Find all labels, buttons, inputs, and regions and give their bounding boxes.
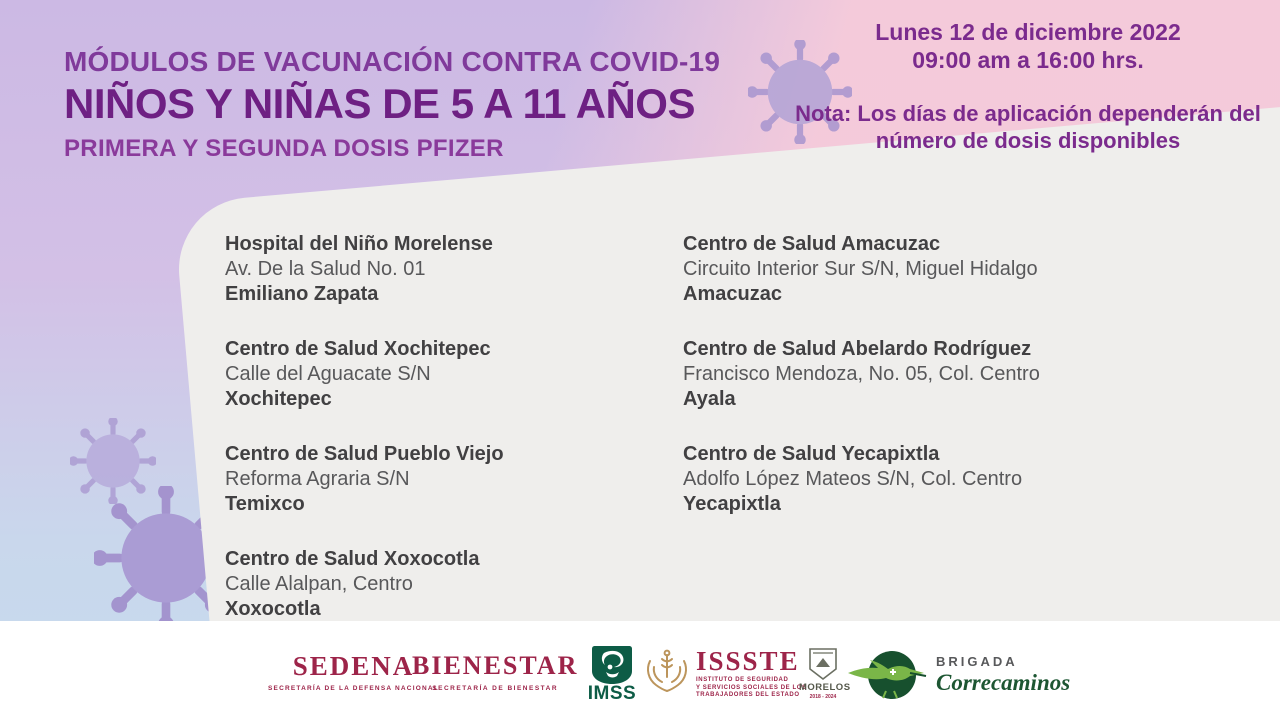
imss-eagle-icon [591, 645, 633, 685]
morelos-shield-icon [808, 647, 838, 681]
issste-logo [642, 647, 807, 700]
location-item [683, 337, 1040, 412]
issste-tagline [696, 677, 807, 700]
location-name: Centro de Salud Pueblo Viejo [225, 443, 504, 465]
bienestar-logo [412, 651, 578, 692]
page-title: MÓDULOS DE VACUNACIÓN CONTRA COVID-19 [64, 46, 721, 77]
issste-tagline-line3: TRABAJADORES DEL ESTADO [696, 692, 800, 698]
location-address: Av. De la Salud No. 01 [225, 258, 426, 280]
location-name: Centro de Salud Xoxocotla [225, 548, 480, 570]
location-name: Hospital del Niño Morelense [225, 233, 493, 255]
correcaminos-logo [846, 649, 1070, 701]
location-item [225, 337, 504, 412]
location-name: Centro de Salud Yecapixtla [683, 443, 940, 465]
locations-column-left [225, 232, 504, 652]
issste-hands-icon [642, 647, 692, 699]
schedule-block [778, 18, 1278, 154]
location-item [683, 442, 1040, 517]
bienestar-tagline: SECRETARÍA DE BIENESTAR [432, 685, 559, 692]
schedule-date: Lunes 12 de diciembre 2022 [875, 19, 1181, 45]
imss-logo [586, 645, 638, 705]
location-address: Calle del Aguacate S/N [225, 363, 431, 385]
page-subtitle: NIÑOS Y NIÑAS DE 5 A 11 AÑOS [64, 80, 695, 127]
issste-tagline-line1: INSTITUTO DE SEGURIDAD [696, 677, 789, 683]
schedule-note: Nota: Los días de aplicación dependerán del número de dosis disponibles [795, 101, 1261, 153]
bienestar-wordmark: BIENESTAR [412, 651, 579, 680]
morelos-wordmark: MORELOS [799, 682, 851, 693]
location-name: Centro de Salud Xochitepec [225, 338, 491, 360]
location-item [225, 547, 504, 622]
correcaminos-line2: Correcaminos [936, 670, 1071, 695]
location-item [683, 232, 1040, 307]
schedule-hours: 09:00 am a 16:00 hrs. [912, 47, 1144, 73]
location-address: Francisco Mendoza, No. 05, Col. Centro [683, 363, 1040, 385]
location-city: Temixco [225, 493, 305, 515]
sedena-tagline: SECRETARÍA DE LA DEFENSA NACIONAL [268, 685, 439, 692]
correcaminos-line1: BRIGADA [936, 654, 1018, 669]
location-city: Emiliano Zapata [225, 283, 379, 305]
location-city: Amacuzac [683, 283, 782, 305]
issste-wordmark: ISSSTE [696, 646, 800, 676]
location-name: Centro de Salud Abelardo Rodríguez [683, 338, 1032, 360]
dose-subtitle: PRIMERA Y SEGUNDA DOSIS PFIZER [64, 135, 504, 162]
locations-column-right [683, 232, 1040, 547]
morelos-logo [799, 647, 851, 700]
location-address: Calle Alalpan, Centro [225, 573, 413, 595]
location-address: Reforma Agraria S/N [225, 468, 410, 490]
location-city: Xoxocotla [225, 598, 321, 620]
imss-wordmark: IMSS [587, 683, 637, 704]
header [64, 46, 720, 163]
location-item [225, 442, 504, 517]
location-name: Centro de Salud Amacuzac [683, 233, 941, 255]
location-address: Adolfo López Mateos S/N, Col. Centro [683, 468, 1023, 490]
location-address: Circuito Interior Sur S/N, Miguel Hidalgo [683, 258, 1038, 280]
issste-tagline-line2: Y SERVICIOS SOCIALES DE LOS [696, 684, 807, 691]
morelos-years: 2018 - 2024 [809, 694, 837, 700]
location-city: Ayala [683, 388, 736, 410]
location-item [225, 232, 504, 307]
correcaminos-bird-icon [846, 649, 930, 701]
sedena-wordmark: SEDENA [292, 651, 415, 681]
footer-logo-band [0, 621, 1280, 719]
location-city: Yecapixtla [683, 493, 781, 515]
location-city: Xochitepec [225, 388, 332, 410]
